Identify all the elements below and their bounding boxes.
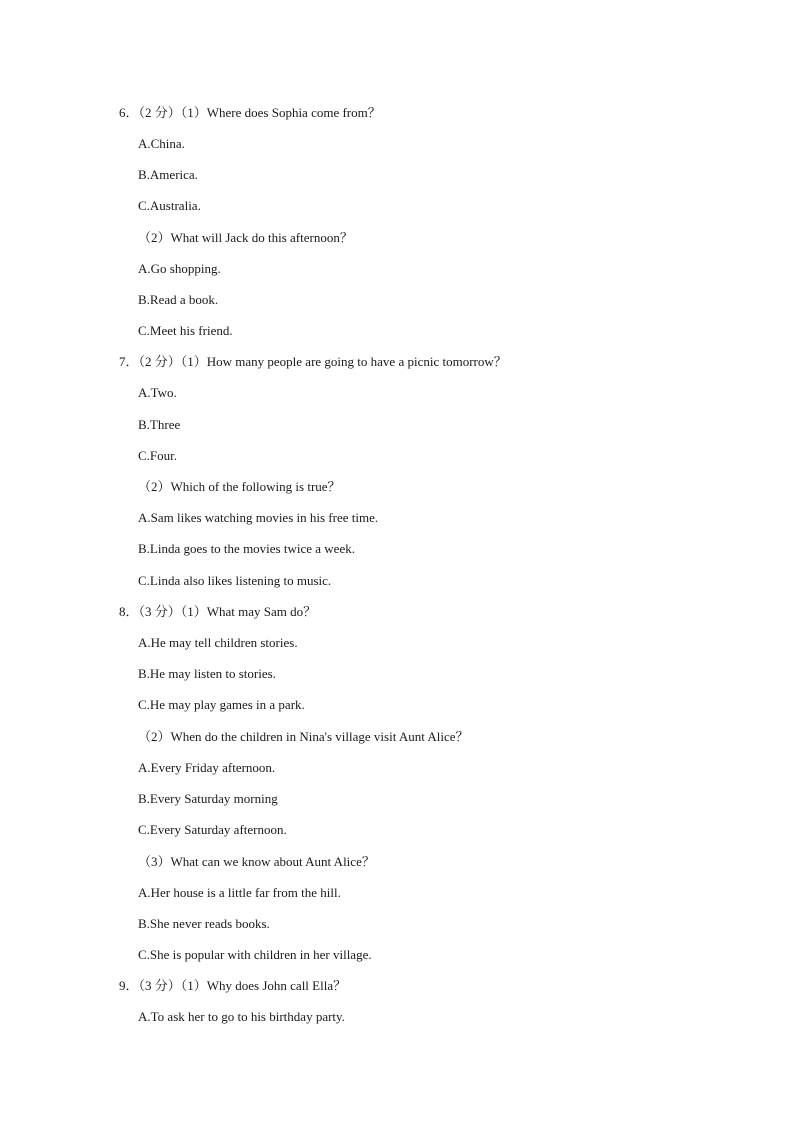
question-9: 9．（3 分）（1）Why does John call Ella？	[119, 978, 347, 993]
q6-2-option-c: C.Meet his friend.	[138, 323, 233, 338]
q8-3-option-c: C.She is popular with children in her village.	[138, 947, 372, 962]
q7-2-option-b: B.Linda goes to the movies twice a week.	[138, 541, 355, 556]
question-7-2: （2）Which of the following is true？	[138, 479, 341, 494]
q7-2-option-c: C.Linda also likes listening to music.	[138, 573, 332, 588]
q6-1-option-b: B.America.	[138, 167, 198, 182]
question-8: 8．（3 分）（1）What may Sam do？	[119, 604, 317, 619]
question-7: 7．（2 分）（1）How many people are going to have a picnic tomorrow？	[119, 354, 507, 369]
q6-2-option-a: A.Go shopping.	[138, 261, 221, 276]
q7-2-option-a: A.Sam likes watching movies in his free time.	[138, 510, 379, 525]
question-6: 6．（2 分）（1）Where does Sophia come from？	[119, 105, 381, 120]
q8-2-option-b: B.Every Saturday morning	[138, 791, 278, 806]
question-8-3: （3）What can we know about Aunt Alice？	[138, 854, 375, 869]
q8-3-option-b: B.She never reads books.	[138, 916, 270, 931]
q9-1-option-a: A.To ask her to go to his birthday party.	[138, 1009, 345, 1024]
q8-1-option-c: C.He may play games in a park.	[138, 697, 305, 712]
q8-2-option-c: C.Every Saturday afternoon.	[138, 822, 287, 837]
q8-1-option-a: A.He may tell children stories.	[138, 635, 298, 650]
q6-1-option-c: C.Australia.	[138, 198, 201, 213]
question-6-2: （2）What will Jack do this afternoon？	[138, 230, 353, 245]
q7-1-option-a: A.Two.	[138, 385, 177, 400]
q7-1-option-b: B.Three	[138, 417, 181, 432]
q8-1-option-b: B.He may listen to stories.	[138, 666, 276, 681]
q7-1-option-c: C.Four.	[138, 448, 178, 463]
q8-2-option-a: A.Every Friday afternoon.	[138, 760, 276, 775]
question-8-2: （2）When do the children in Nina's village visit Aunt Alice？	[138, 729, 469, 744]
q6-2-option-b: B.Read a book.	[138, 292, 219, 307]
q8-3-option-a: A.Her house is a little far from the hill.	[138, 885, 341, 900]
q6-1-option-a: A.China.	[138, 136, 185, 151]
